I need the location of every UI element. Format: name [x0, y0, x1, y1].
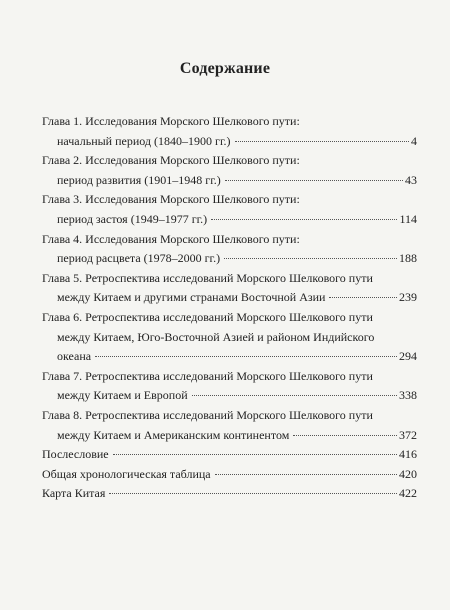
toc-entry-text: Глава 5. Ретроспектива исследований Морского Шелкового пути: [42, 270, 373, 285]
toc-entry-text: Глава 1. Исследования Морского Шелкового пути:: [42, 114, 300, 128]
toc-entry-text: Карта Китая: [42, 486, 106, 501]
dot-leader: [192, 395, 397, 396]
toc-entry-text: Глава 7. Ретроспектива исследований Морского Шелкового пути: [42, 368, 373, 383]
toc-line: [42, 347, 417, 367]
toc-line: [42, 132, 417, 152]
toc-entry-chapter-3[interactable]: [42, 190, 417, 229]
toc-line: [42, 406, 417, 426]
page-number: 239: [399, 290, 417, 305]
toc-line: [42, 171, 417, 191]
toc-entry-text: между Китаем и другими странами Восточной Азии: [57, 290, 326, 305]
page-number: 416: [399, 447, 417, 462]
toc-line: [42, 426, 417, 446]
page-number: 188: [399, 251, 417, 266]
toc-entry-chapter-1[interactable]: [42, 112, 417, 151]
toc-line: [42, 484, 417, 504]
toc-entry-map-of-china[interactable]: [42, 484, 417, 504]
toc-entry-text: начальный период (1840–1900 гг.): [57, 133, 231, 148]
toc-entry-text: период застоя (1949–1977 гг.): [57, 211, 208, 226]
dot-leader: [293, 435, 397, 436]
toc-line: [42, 328, 417, 348]
toc-entry-chapter-7[interactable]: [42, 367, 417, 406]
toc-line: [42, 151, 417, 171]
dot-leader: [95, 356, 397, 357]
toc-entry-text: Глава 6. Ретроспектива исследований Морского Шелкового пути: [42, 309, 373, 324]
page-number: 294: [399, 349, 417, 364]
toc-entry-chapter-6[interactable]: [42, 308, 417, 367]
toc-entry-text: между Китаем и Американским континентом: [57, 427, 290, 442]
toc-line: [42, 269, 417, 289]
dot-leader: [215, 474, 397, 475]
page-number: 114: [399, 211, 417, 226]
toc-entry-text: океана: [57, 349, 92, 364]
dot-leader: [224, 258, 397, 259]
page-number: 372: [399, 427, 417, 442]
table-of-contents: [42, 112, 417, 504]
toc-line: [42, 112, 417, 132]
dot-leader: [109, 493, 397, 494]
toc-entry-chapter-2[interactable]: [42, 151, 417, 190]
toc-entry-afterword[interactable]: [42, 445, 417, 465]
toc-entry-text: Послесловие: [42, 447, 109, 462]
toc-line: [42, 465, 417, 485]
page-number: 43: [405, 172, 417, 187]
toc-line: [42, 386, 417, 406]
dot-leader: [113, 454, 397, 455]
dot-leader: [329, 297, 397, 298]
toc-line: [42, 445, 417, 465]
toc-entry-text: Глава 4. Исследования Морского Шелкового пути:: [42, 231, 300, 246]
dot-leader: [225, 180, 403, 181]
toc-entry-text: Глава 8. Ретроспектива исследований Морского Шелкового пути: [42, 407, 373, 422]
toc-line: [42, 308, 417, 328]
page-number: 420: [399, 466, 417, 481]
toc-entry-chapter-5[interactable]: [42, 269, 417, 308]
toc-entry-text: Глава 3. Исследования Морского Шелкового пути:: [42, 192, 300, 207]
toc-entry-chronology-table[interactable]: [42, 465, 417, 485]
toc-entry-text: период развития (1901–1948 гг.): [57, 172, 221, 187]
toc-line: [42, 210, 417, 230]
toc-entry-chapter-4[interactable]: [42, 230, 417, 269]
page-number: 422: [399, 486, 417, 501]
toc-line: [42, 190, 417, 210]
toc-entry-text: между Китаем, Юго-Восточной Азией и районом Индийского: [57, 329, 375, 344]
toc-entry-text: между Китаем и Европой: [57, 388, 188, 403]
page-number: 338: [399, 388, 417, 403]
toc-line: [42, 249, 417, 269]
toc-entry-text: Общая хронологическая таблица: [42, 466, 211, 481]
page-number: 4: [411, 133, 417, 148]
toc-line: [42, 367, 417, 387]
dot-leader: [235, 141, 409, 142]
toc-entry-text: период расцвета (1978–2000 гг.): [57, 251, 221, 266]
contents-heading: Содержание: [179, 60, 271, 77]
toc-line: [42, 230, 417, 250]
toc-entry-text: Глава 2. Исследования Морского Шелкового пути:: [42, 153, 300, 168]
toc-line: [42, 288, 417, 308]
toc-entry-chapter-8[interactable]: [42, 406, 417, 445]
dot-leader: [211, 219, 397, 220]
